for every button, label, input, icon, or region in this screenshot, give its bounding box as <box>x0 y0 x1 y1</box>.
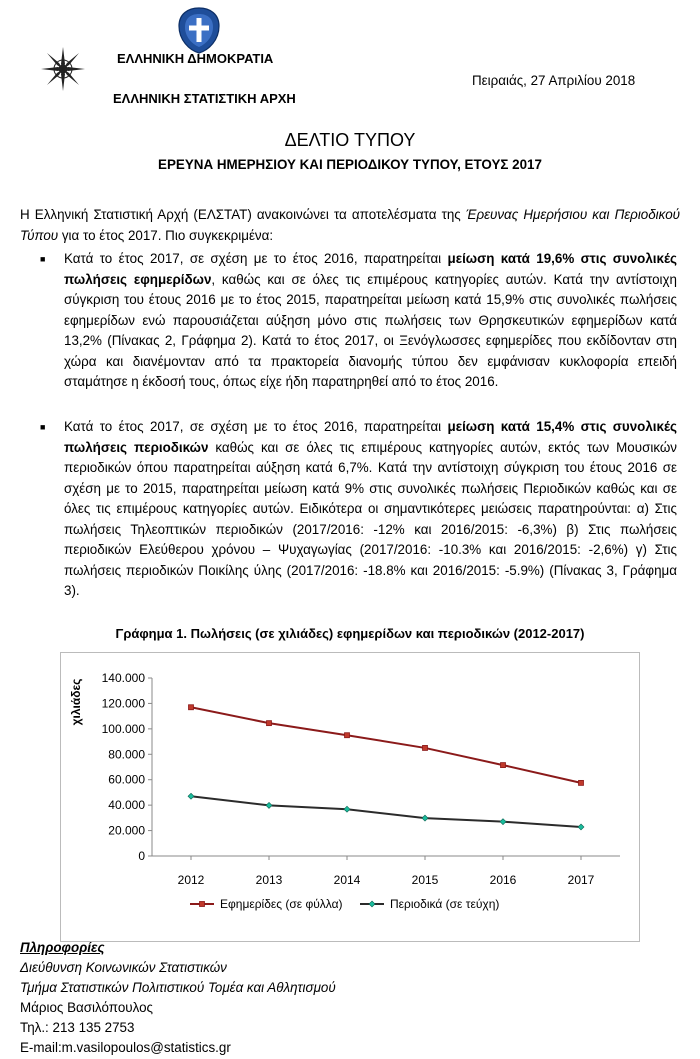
intro-text-a: Η Ελληνική Στατιστική Αρχή (ΕΛΣΤΑΤ) ανακοινώνει τα αποτελέσματα της <box>20 207 466 222</box>
bullet-text: καθώς και σε όλες τις επιμέρους κατηγορίες αυτών, εκτός των Μουσικών περιοδικών όπου παρατηρείται αύξηση κατά 6,7%. Κατά την αντίστοιχη σύγκριση του έτους 2016 σε σχέση με το 2015, παρατηρείται μείωση κατά 9% στις συνολικές πωλήσεις Περιοδικών καθώς και σε όλες τις επιμέρους κατηγορίες αυτών. Ειδικότερα οι σημαντικότερες μειώσεις παρατηρούνται: α) Στις πωλήσεις Τηλεοπτικών περιοδικών (2017/2016: -12% και 2016/2015: -6,3%) β) Στις πωλήσεις περιοδικών Ελεύθερου χρόνου – Ψυχαγωγίας (2017/2016: -10.3% και 2016/2015: -2,6%) γ) Στις πωλήσεις περιοδικών Ποικίλης ύλης (2017/2016: -18.8% και 2016/2015: -5.9%) (Πίνακας 3, Γράφημα 3). <box>64 439 677 598</box>
bullet-periodicals <box>64 417 677 602</box>
bullet-marker: ■ <box>40 422 46 432</box>
y-tick-label: 40.000 <box>108 798 145 813</box>
data-point <box>345 733 350 738</box>
date-line: Πειραιάς, 27 Απριλίου 2018 <box>472 73 636 88</box>
data-point <box>579 780 584 785</box>
x-tick-label: 2013 <box>255 873 283 887</box>
y-axis-label: χιλιάδες <box>69 678 83 726</box>
bullet-text: , καθώς και σε όλες τις επιμέρους κατηγορίες αυτών. Κατά την αντίστοιχη σύγκριση του έτους 2016 με το έτος 2015, παρατηρείται μείωση κατά 15,9% στις συνολικές πωλήσεις εφημερίδων ενώ παρουσιάζεται αύξηση μόνο στις πωλήσεις των Θρησκευτικών εφημερίδων κατά 13,2% (Πίνακας 2, Γράφημα 2). Κατά το έτος 2017, οι Ξενόγλωσσες εφημερίδες που εκδίδονταν στη χώρα και διανέμονταν από τα πρακτορεία διανομής τύπου δεν εμφάνισαν κυκλοφορία επειδή σταμάτησε η έκδοσή τους, όπως είχε ήδη παρατηρηθεί από το έτος 2016. <box>64 271 677 389</box>
republic-label: ΕΛΛΗΝΙΚΗ ΔΗΜΟΚΡΑΤΙΑ <box>117 51 274 66</box>
data-point <box>267 721 272 726</box>
y-tick-label: 140.000 <box>101 671 145 685</box>
y-tick-label: 100.000 <box>101 721 145 736</box>
data-point <box>501 763 506 768</box>
page-title: ΔΕΛΤΙΟ ΤΥΠΟΥ <box>284 130 416 150</box>
legend-marker <box>200 902 205 907</box>
bullet-highlight: μείωση κατά 19,6% στις συνολικές πωλήσεις εφημερίδων <box>64 251 677 287</box>
intro-paragraph <box>20 205 680 246</box>
info-directorate: Διεύθυνση Κοινωνικών Στατιστικών <box>20 960 227 975</box>
legend-label: Εφημερίδες (σε φύλλα) <box>220 897 343 911</box>
info-phone: Τηλ.: 213 135 2753 <box>20 1020 135 1035</box>
info-department: Τμήμα Στατιστικών Πολιτιστικού Τομέα και Αθλητισμού <box>20 980 336 995</box>
chart-frame <box>61 653 640 942</box>
data-point <box>423 745 428 750</box>
sales-line-chart <box>60 652 640 942</box>
y-tick-label: 0 <box>138 849 145 863</box>
intro-text-c: για το έτος 2017. Πιο συγκεκριμένα: <box>58 227 274 243</box>
authority-label: ΕΛΛΗΝΙΚΗ ΣΤΑΤΙΣΤΙΚΗ ΑΡΧΗ <box>113 91 296 106</box>
bullet-highlight: μείωση κατά 15,4% στις συνολικές πωλήσεις περιοδικών <box>64 419 677 455</box>
x-tick-label: 2012 <box>177 873 205 887</box>
legend-label: Περιοδικά (σε τεύχη) <box>390 897 500 911</box>
info-heading: Πληροφορίες <box>20 940 105 955</box>
data-point <box>189 705 194 710</box>
elstat-star-logo <box>40 46 86 92</box>
y-tick-label: 60.000 <box>108 772 145 787</box>
bullet-newspapers <box>64 249 677 393</box>
x-tick-label: 2016 <box>489 873 517 887</box>
info-contact-name: Μάριος Βασιλόπουλος <box>20 1000 153 1015</box>
x-tick-label: 2014 <box>333 873 361 887</box>
info-email[interactable]: E-mail:m.vasilopoulos@statistics.gr <box>20 1040 231 1055</box>
page-subtitle: ΕΡΕΥΝΑ ΗΜΕΡΗΣΙΟΥ ΚΑΙ ΠΕΡΙΟΔΙΚΟΥ ΤΥΠΟΥ, ΕΤΟΥΣ 2017 <box>158 157 542 172</box>
greek-emblem-logo <box>176 6 222 54</box>
y-tick-label: 80.000 <box>108 747 145 762</box>
intro-survey-name: Έρευνας Ημερήσιου και Περιοδικού Τύπου <box>20 207 681 243</box>
bullet-text: Κατά το έτος 2017, σε σχέση με το έτος 2016, παρατηρείται <box>64 419 448 434</box>
x-tick-label: 2017 <box>567 873 595 887</box>
y-tick-label: 120.000 <box>101 696 145 711</box>
y-tick-label: 20.000 <box>108 823 145 838</box>
x-tick-label: 2015 <box>411 873 439 887</box>
chart-title: Γράφημα 1. Πωλήσεις (σε χιλιάδες) εφημερίδων και περιοδικών (2012-2017) <box>115 626 585 641</box>
bullet-text: Κατά το έτος 2017, σε σχέση με το έτος 2016, παρατηρείται <box>64 251 448 266</box>
bullet-marker: ■ <box>40 254 46 264</box>
